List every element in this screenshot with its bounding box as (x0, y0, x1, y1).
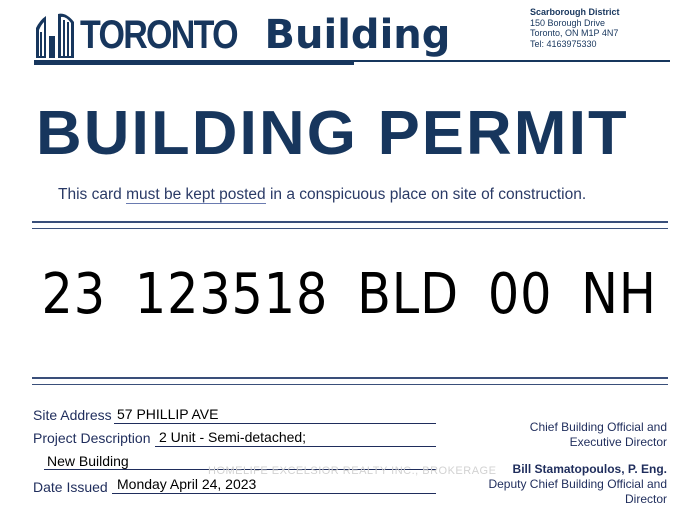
brokerage-watermark: HOMELIFE EXCELSIOR REALTY INC., BROKERAGE (208, 465, 497, 477)
date-issued-value: Monday April 24, 2023 (117, 476, 257, 492)
deputy-title-line2: Director (624, 492, 667, 506)
address-line-2: Toronto, ON M1P 4N7 (530, 28, 619, 38)
toronto-city-hall-logo-icon (34, 10, 76, 60)
project-description-underline (155, 446, 436, 447)
posted-notice-part1: This card (58, 186, 127, 203)
deputy-official-block (447, 462, 667, 507)
divider-bottom (32, 377, 668, 385)
district-address-block (530, 7, 620, 49)
page-title: BUILDING PERMIT (36, 99, 629, 168)
chief-title-line1: Chief Building Official and (529, 420, 667, 434)
posted-notice-part3: in a conspicuous place on site of construction. (265, 186, 587, 203)
district-phone: Tel: 4163975330 (530, 38, 597, 49)
site-address-underline (114, 423, 436, 424)
date-issued-label: Date Issued (33, 479, 108, 495)
deputy-title-line1: Deputy Chief Building Official and (488, 477, 667, 491)
logo-word-toronto: TORONTO (80, 13, 237, 57)
date-issued-underline (112, 493, 436, 494)
posted-notice (58, 186, 586, 204)
district-name: Scarborough District (530, 7, 620, 17)
project-description-value: 2 Unit - Semi-detached; (159, 429, 307, 445)
logo-word-building: Building (264, 12, 451, 58)
permit-number: 23 123518 BLD 00 NH (41, 262, 657, 327)
project-description-value-line2: New Building (47, 453, 129, 469)
chief-official-block (447, 420, 667, 450)
chief-title-line2: Executive Director (569, 435, 667, 449)
toronto-building-logo (80, 12, 450, 58)
address-line-1: 150 Borough Drive (530, 17, 606, 28)
header-rule-thick (34, 62, 354, 65)
project-description-label: Project Description (33, 430, 151, 446)
divider-top (32, 221, 668, 229)
posted-notice-emphasis: must be kept posted (126, 186, 266, 203)
site-address-value: 57 PHILLIP AVE (117, 406, 219, 422)
site-address-label: Site Address (33, 407, 112, 423)
deputy-name: Bill Stamatopoulos, P. Eng. (512, 462, 667, 476)
